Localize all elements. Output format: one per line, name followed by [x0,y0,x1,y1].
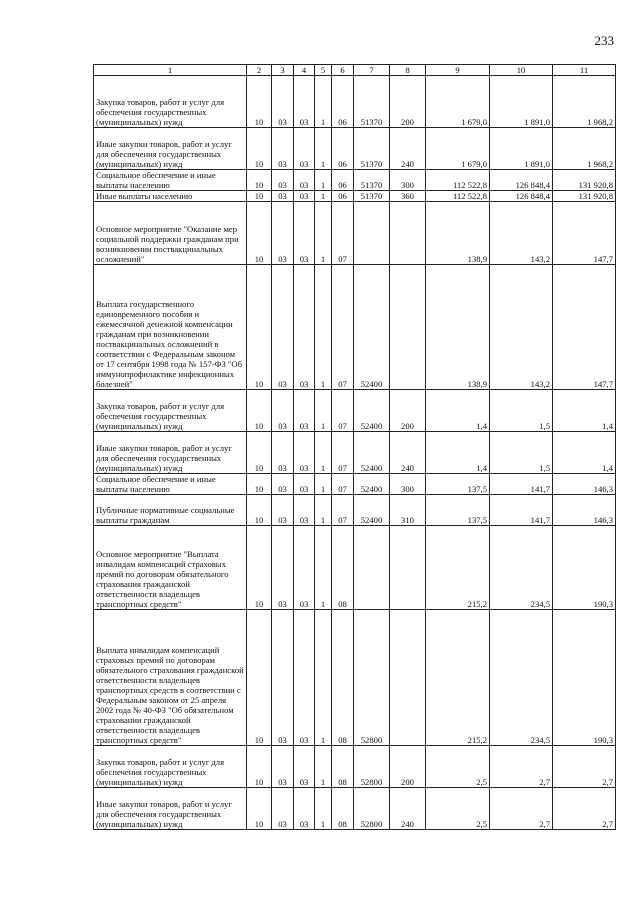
table-row [94,474,616,495]
row-amount-year3-cell: 146,3 [553,495,616,526]
row-direction-cell: 52400 [354,432,390,474]
row-name-cell: Выплата инвалидам компенсаций страховых премий по договорам обязательного страхования гражданской ответственности владельцев транспортных средств в соответствии с Федеральным законом от 25 апреля 2002 года № 40-ФЗ "Об обязательном страховании гражданской ответственности владельцев транспортных средств" [94,610,247,746]
row-subsection-cell: 03 [272,76,294,128]
row-subsection-cell: 03 [272,265,294,390]
row-event-cell: 08 [332,746,354,788]
row-subsection-cell: 03 [272,170,294,191]
budget-table [93,64,616,830]
row-name-cell: Социальное обеспечение и иные выплаты населению [94,474,247,495]
row-subsection-cell: 03 [272,191,294,202]
row-direction-cell: 52800 [354,746,390,788]
row-subprogram-cell: 1 [315,432,332,474]
row-direction-cell: 51370 [354,76,390,128]
row-expense-type-cell: 360 [390,191,426,202]
row-expense-type-cell [390,265,426,390]
row-amount-year3-cell: 147,7 [553,202,616,265]
row-amount-year1-cell: 137,5 [426,495,490,526]
row-amount-year2-cell: 2,7 [490,746,553,788]
table-row [94,495,616,526]
row-direction-cell: 52400 [354,390,390,432]
row-program-cell: 03 [294,432,315,474]
row-name-cell: Основное мероприятие "Выплата инвалидам компенсаций страховых премий по договорам обязательного страхования гражданской ответственности владельцев транспортных средств" [94,526,247,610]
row-name-cell: Иные выплаты населению [94,191,247,202]
row-amount-year3-cell: 146,3 [553,474,616,495]
table-row [94,265,616,390]
row-program-cell: 03 [294,265,315,390]
table-header-row [94,65,616,76]
row-name-cell: Закупка товаров, работ и услуг для обеспечения государственных (муниципальных) нужд [94,76,247,128]
row-name-cell: Иные закупки товаров, работ и услуг для обеспечения государственных (муниципальных) нужд [94,432,247,474]
row-direction-cell: 51370 [354,128,390,170]
row-section-cell: 10 [247,191,272,202]
row-direction-cell: 52400 [354,265,390,390]
page-number: 233 [594,33,614,48]
row-expense-type-cell: 300 [390,474,426,495]
row-event-cell: 08 [332,610,354,746]
row-expense-type-cell: 240 [390,128,426,170]
row-amount-year2-cell: 141,7 [490,495,553,526]
row-subsection-cell: 03 [272,746,294,788]
row-subprogram-cell: 1 [315,495,332,526]
row-event-cell: 06 [332,170,354,191]
row-subprogram-cell: 1 [315,746,332,788]
row-amount-year2-cell: 1 891,0 [490,128,553,170]
row-subsection-cell: 03 [272,610,294,746]
row-expense-type-cell [390,202,426,265]
row-amount-year2-cell: 126 848,4 [490,191,553,202]
row-section-cell: 10 [247,76,272,128]
header-col-11: 11 [553,65,616,76]
row-section-cell: 10 [247,526,272,610]
header-col-10: 10 [490,65,553,76]
row-subprogram-cell: 1 [315,191,332,202]
row-subprogram-cell: 1 [315,390,332,432]
row-name-cell: Основное мероприятие "Оказание мер социальной поддержки гражданам при возникновении поствакцинальных осложнений" [94,202,247,265]
table-row [94,432,616,474]
row-direction-cell: 52400 [354,474,390,495]
row-name-cell: Закупка товаров, работ и услуг для обеспечения государственных (муниципальных) нужд [94,390,247,432]
row-amount-year1-cell: 1 679,0 [426,128,490,170]
row-expense-type-cell: 300 [390,170,426,191]
row-section-cell: 10 [247,128,272,170]
row-amount-year3-cell: 131 920,8 [553,170,616,191]
row-event-cell: 06 [332,191,354,202]
row-name-cell: Выплата государственного единовременного пособия и ежемесячной денежной компенсации гражданам при возникновении поствакцинальных осложнений в соответствии с Федеральным законом от 17 сентября 1998 года № 157-ФЗ "Об иммунопрофилактике инфекционных болезней" [94,265,247,390]
row-expense-type-cell: 200 [390,390,426,432]
header-col-3: 3 [272,65,294,76]
table-row [94,610,616,746]
header-col-8: 8 [390,65,426,76]
row-amount-year1-cell: 2,5 [426,746,490,788]
row-amount-year1-cell: 1,4 [426,390,490,432]
row-subprogram-cell: 1 [315,265,332,390]
row-amount-year2-cell: 126 848,4 [490,170,553,191]
row-subprogram-cell: 1 [315,474,332,495]
row-event-cell: 07 [332,202,354,265]
row-event-cell: 08 [332,526,354,610]
row-section-cell: 10 [247,202,272,265]
row-direction-cell: 52800 [354,610,390,746]
row-direction-cell: 51370 [354,170,390,191]
row-amount-year2-cell: 1,5 [490,432,553,474]
row-event-cell: 07 [332,495,354,526]
row-section-cell: 10 [247,265,272,390]
row-program-cell: 03 [294,76,315,128]
row-amount-year1-cell: 215,2 [426,526,490,610]
row-expense-type-cell: 240 [390,788,426,830]
row-expense-type-cell [390,610,426,746]
row-name-cell: Иные закупки товаров, работ и услуг для обеспечения государственных (муниципальных) нужд [94,128,247,170]
row-amount-year2-cell: 234,5 [490,610,553,746]
row-amount-year2-cell: 1,5 [490,390,553,432]
row-direction-cell: 51370 [354,191,390,202]
header-col-4: 4 [294,65,315,76]
row-amount-year3-cell: 1 968,2 [553,128,616,170]
row-subsection-cell: 03 [272,202,294,265]
table-row [94,390,616,432]
row-amount-year3-cell: 147,7 [553,265,616,390]
row-amount-year3-cell: 1,4 [553,390,616,432]
table-row [94,191,616,202]
table-row [94,202,616,265]
row-section-cell: 10 [247,788,272,830]
row-program-cell: 03 [294,495,315,526]
row-event-cell: 07 [332,474,354,495]
row-subsection-cell: 03 [272,788,294,830]
row-event-cell: 07 [332,432,354,474]
row-direction-cell: 52400 [354,495,390,526]
row-subsection-cell: 03 [272,432,294,474]
row-name-cell: Закупка товаров, работ и услуг для обеспечения государственных (муниципальных) нужд [94,746,247,788]
row-program-cell: 03 [294,128,315,170]
row-direction-cell: 52800 [354,788,390,830]
row-program-cell: 03 [294,526,315,610]
row-event-cell: 06 [332,128,354,170]
row-event-cell: 07 [332,265,354,390]
row-expense-type-cell: 240 [390,432,426,474]
row-subprogram-cell: 1 [315,202,332,265]
row-subsection-cell: 03 [272,390,294,432]
row-program-cell: 03 [294,191,315,202]
row-amount-year2-cell: 1 891,0 [490,76,553,128]
row-program-cell: 03 [294,474,315,495]
row-expense-type-cell: 200 [390,76,426,128]
row-amount-year2-cell: 141,7 [490,474,553,495]
row-event-cell: 07 [332,390,354,432]
row-amount-year1-cell: 1,4 [426,432,490,474]
row-subsection-cell: 03 [272,474,294,495]
row-name-cell: Иные закупки товаров, работ и услуг для обеспечения государственных (муниципальных) нужд [94,788,247,830]
row-event-cell: 06 [332,76,354,128]
header-col-9: 9 [426,65,490,76]
row-amount-year3-cell: 1 968,2 [553,76,616,128]
row-amount-year1-cell: 138,9 [426,202,490,265]
row-section-cell: 10 [247,432,272,474]
row-event-cell: 08 [332,788,354,830]
row-amount-year1-cell: 215,2 [426,610,490,746]
row-section-cell: 10 [247,170,272,191]
row-amount-year1-cell: 137,5 [426,474,490,495]
table-row [94,526,616,610]
row-expense-type-cell [390,526,426,610]
table-row [94,788,616,830]
row-section-cell: 10 [247,474,272,495]
row-amount-year1-cell: 112 522,8 [426,170,490,191]
row-amount-year2-cell: 2,7 [490,788,553,830]
row-section-cell: 10 [247,495,272,526]
table-row [94,128,616,170]
row-amount-year3-cell: 190,3 [553,610,616,746]
header-col-7: 7 [354,65,390,76]
row-program-cell: 03 [294,746,315,788]
row-subprogram-cell: 1 [315,128,332,170]
table-row [94,170,616,191]
header-col-5: 5 [315,65,332,76]
row-direction-cell [354,526,390,610]
row-amount-year3-cell: 2,7 [553,788,616,830]
header-col-2: 2 [247,65,272,76]
header-col-1: 1 [94,65,247,76]
header-col-6: 6 [332,65,354,76]
row-amount-year1-cell: 138,9 [426,265,490,390]
row-section-cell: 10 [247,610,272,746]
row-section-cell: 10 [247,746,272,788]
row-subprogram-cell: 1 [315,76,332,128]
row-amount-year3-cell: 131 920,8 [553,191,616,202]
row-program-cell: 03 [294,610,315,746]
row-amount-year2-cell: 143,2 [490,265,553,390]
row-program-cell: 03 [294,202,315,265]
row-name-cell: Социальное обеспечение и иные выплаты населению [94,170,247,191]
row-subprogram-cell: 1 [315,788,332,830]
row-expense-type-cell: 310 [390,495,426,526]
row-program-cell: 03 [294,788,315,830]
row-section-cell: 10 [247,390,272,432]
row-subprogram-cell: 1 [315,526,332,610]
table-row [94,76,616,128]
row-direction-cell [354,202,390,265]
row-subprogram-cell: 1 [315,610,332,746]
row-subsection-cell: 03 [272,495,294,526]
row-subsection-cell: 03 [272,526,294,610]
row-expense-type-cell: 200 [390,746,426,788]
row-amount-year1-cell: 112 522,8 [426,191,490,202]
row-amount-year3-cell: 1,4 [553,432,616,474]
row-name-cell: Публичные нормативные социальные выплаты гражданам [94,495,247,526]
row-amount-year3-cell: 2,7 [553,746,616,788]
row-program-cell: 03 [294,170,315,191]
row-subsection-cell: 03 [272,128,294,170]
row-program-cell: 03 [294,390,315,432]
row-amount-year2-cell: 234,5 [490,526,553,610]
row-subprogram-cell: 1 [315,170,332,191]
row-amount-year1-cell: 2,5 [426,788,490,830]
table-row [94,746,616,788]
row-amount-year1-cell: 1 679,0 [426,76,490,128]
row-amount-year3-cell: 190,3 [553,526,616,610]
row-amount-year2-cell: 143,2 [490,202,553,265]
